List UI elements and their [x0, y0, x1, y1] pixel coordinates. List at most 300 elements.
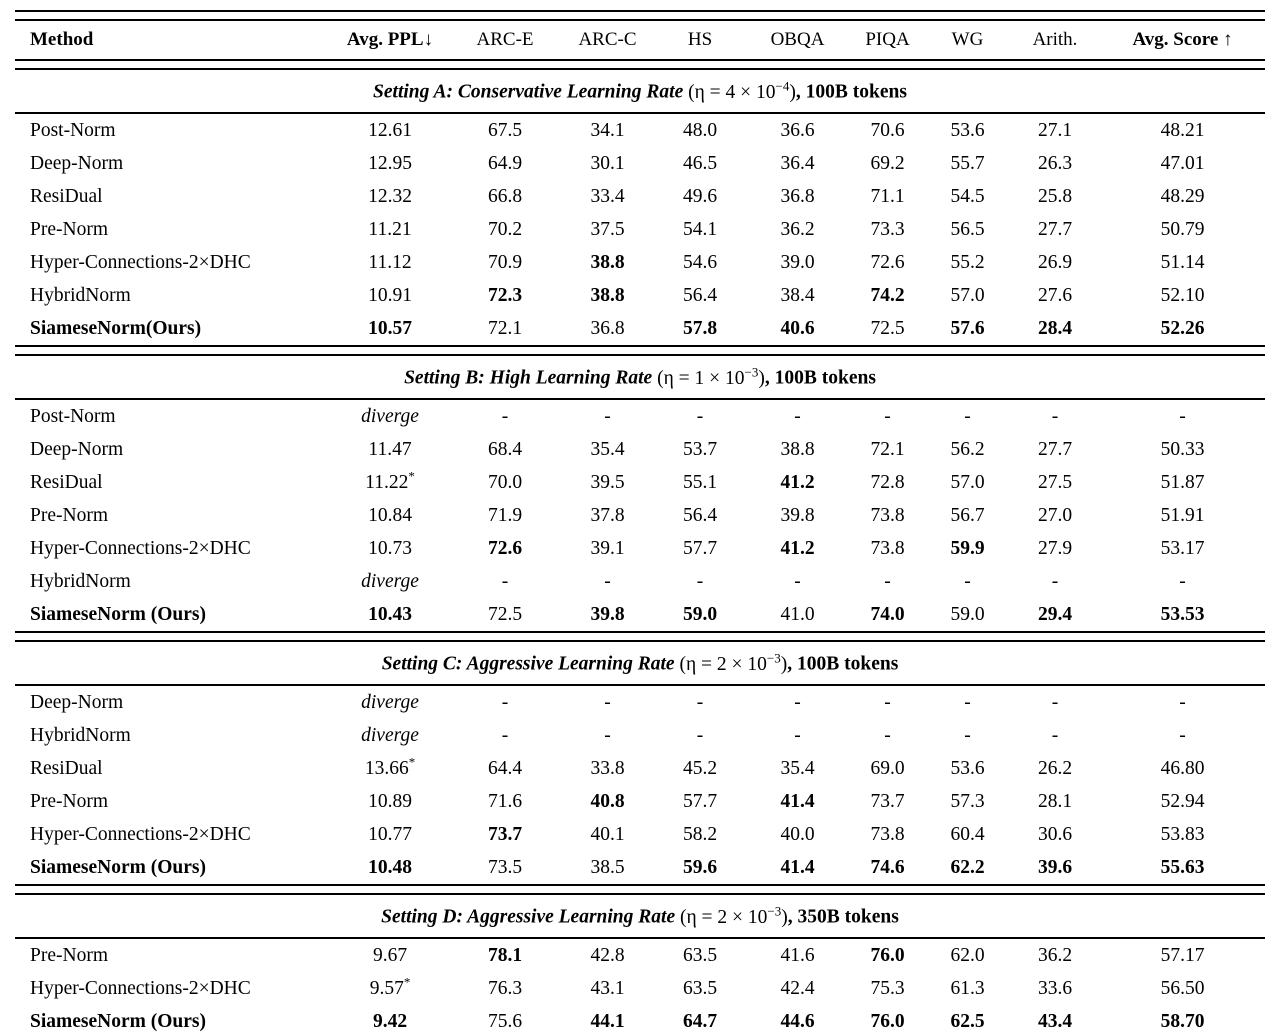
cell-value: 26.9: [1037, 251, 1073, 273]
cell-value: 70.6: [870, 119, 905, 141]
value-cell: [330, 147, 450, 180]
value-cell: [450, 565, 560, 598]
cell-value: 44.1: [590, 1010, 625, 1032]
value-cell: [925, 114, 1010, 147]
section-title-math: $(\eta = 4 \times 10^{-4})$: [688, 78, 796, 103]
cell-value: 73.8: [870, 504, 905, 526]
cell-value: 73.7: [870, 790, 905, 812]
cell-value: 36.2: [780, 218, 815, 240]
value-cell: [1010, 180, 1100, 213]
cell-value: -: [1051, 570, 1059, 592]
value-cell: [1010, 785, 1100, 818]
cell-value: 40.8: [590, 790, 625, 812]
value-cell: [850, 565, 925, 598]
cell-value: ResiDual: [30, 185, 103, 207]
cell-value: 41.2: [780, 471, 815, 493]
cell-value: HybridNorm: [30, 284, 131, 306]
cell-value: -: [794, 570, 801, 592]
asterisk-marker: *: [408, 754, 416, 769]
value-cell: [1100, 147, 1265, 180]
cell-value: 72.5: [487, 603, 523, 625]
cell-value: 40.6: [780, 317, 815, 339]
value-cell: [1010, 972, 1100, 1005]
cell-value: 33.8: [590, 757, 625, 779]
section-top-rule: [15, 631, 1265, 642]
cell-value: 10.48: [368, 856, 412, 878]
cell-value: 38.4: [780, 284, 815, 306]
cell-value: 27.9: [1037, 537, 1073, 559]
cell-value: 74.0: [870, 603, 905, 625]
value-cell: [1010, 1005, 1100, 1033]
section-top-rule: [15, 884, 1265, 895]
value-cell: [560, 466, 655, 499]
section-top-rule: [15, 345, 1265, 356]
value-cell: [850, 246, 925, 279]
cell-value: -: [501, 691, 509, 713]
column-header: ARC-C: [578, 29, 637, 50]
value-cell: [330, 851, 450, 884]
value-cell: [655, 565, 745, 598]
cell-value: 37.8: [590, 504, 625, 526]
method-cell: [15, 213, 330, 246]
method-cell: [15, 147, 330, 180]
cell-value: 56.4: [682, 284, 718, 306]
value-cell: [450, 785, 560, 818]
cell-value: 13.66: [364, 757, 409, 779]
cell-value: -: [604, 570, 611, 592]
value-cell: [1100, 939, 1265, 972]
section-top-rule-cell: [15, 884, 1265, 895]
cell-value: 26.3: [1037, 152, 1073, 174]
column-header: OBQA: [770, 29, 825, 50]
cell-value: 55.2: [950, 251, 985, 273]
value-cell: [850, 312, 925, 345]
value-cell: [925, 312, 1010, 345]
cell-value: Deep-Norm: [30, 152, 124, 174]
cell-value: diverge: [361, 570, 419, 592]
cell-value: 57.17: [1160, 944, 1205, 966]
cell-value: 35.4: [780, 757, 815, 779]
cell-value: 36.8: [780, 185, 815, 207]
cell-value: 11.22: [365, 471, 409, 493]
value-cell: [850, 752, 925, 785]
section-title-tokens: , 350B tokens: [787, 906, 899, 928]
value-cell: [560, 565, 655, 598]
section-title-exponent: −3: [767, 903, 782, 919]
cell-value: 57.3: [950, 790, 985, 812]
cell-value: 58.2: [682, 823, 718, 845]
cell-value: 68.4: [487, 438, 523, 460]
value-cell: [450, 466, 560, 499]
value-cell: [560, 532, 655, 565]
value-cell: [850, 114, 925, 147]
value-cell: [745, 719, 850, 752]
section-title-exponent: −4: [775, 78, 790, 94]
value-cell: [1100, 719, 1265, 752]
value-cell: [745, 598, 850, 631]
cell-value: 51.87: [1160, 471, 1205, 493]
cell-value: 12.95: [368, 152, 412, 174]
value-cell: [560, 719, 655, 752]
section-title-exponent: −3: [744, 364, 759, 380]
cell-value: 43.1: [590, 977, 625, 999]
cell-value: 57.7: [682, 790, 718, 812]
value-cell: [330, 785, 450, 818]
method-cell: [15, 499, 330, 532]
value-cell: [925, 818, 1010, 851]
value-cell: [655, 466, 745, 499]
value-cell: [745, 565, 850, 598]
section-band: [15, 895, 1265, 937]
value-cell: [850, 719, 925, 752]
value-cell: [1010, 719, 1100, 752]
value-cell: [1100, 312, 1265, 345]
value-cell: [655, 499, 745, 532]
cell-value: 10.77: [368, 823, 412, 845]
cell-value: -: [1051, 724, 1059, 746]
value-cell: [745, 818, 850, 851]
value-cell: [745, 939, 850, 972]
value-cell: [1010, 466, 1100, 499]
cell-value: 52.94: [1160, 790, 1205, 812]
cell-value: HybridNorm: [30, 724, 131, 746]
table-row: [15, 972, 1265, 1005]
cell-value: 30.1: [590, 152, 625, 174]
cell-value: 72.6: [487, 537, 523, 559]
column-header: Avg. Score ↑: [1132, 29, 1233, 50]
value-cell: [1100, 565, 1265, 598]
value-cell: [745, 400, 850, 433]
cell-value: 53.6: [950, 119, 985, 141]
value-cell: [1010, 686, 1100, 719]
section-top-rule: [15, 59, 1265, 70]
value-cell: [560, 972, 655, 1005]
cell-value: 33.4: [590, 185, 625, 207]
value-cell: [450, 279, 560, 312]
cell-value: 53.53: [1160, 603, 1205, 625]
cell-value: 63.5: [682, 944, 718, 966]
value-cell: [1100, 598, 1265, 631]
cell-value: 39.1: [590, 537, 625, 559]
value-cell: [450, 851, 560, 884]
value-cell: [925, 565, 1010, 598]
cell-value: -: [964, 405, 971, 427]
cell-value: Pre-Norm: [30, 218, 108, 240]
cell-value: 27.1: [1037, 119, 1073, 141]
method-cell: [15, 972, 330, 1005]
section-title-text: Setting D: Aggressive Learning Rate: [381, 906, 676, 928]
value-cell: [850, 818, 925, 851]
value-cell: [925, 279, 1010, 312]
value-cell: [330, 565, 450, 598]
cell-value: 73.3: [870, 218, 905, 240]
value-cell: [1010, 246, 1100, 279]
cell-value: 38.5: [590, 856, 625, 878]
cell-value: 41.4: [780, 790, 815, 812]
cell-value: 73.8: [870, 537, 905, 559]
cell-value: 40.1: [590, 823, 625, 845]
value-cell: [925, 972, 1010, 1005]
section-top-rule-cell: [15, 59, 1265, 70]
table-body: [15, 10, 1265, 1033]
value-cell: [1010, 851, 1100, 884]
cell-value: 34.1: [590, 119, 625, 141]
value-cell: [560, 246, 655, 279]
value-cell: [450, 939, 560, 972]
cell-value: Hyper-Connections-2×DHC: [30, 251, 251, 273]
method-cell: [15, 279, 330, 312]
value-cell: [850, 213, 925, 246]
cell-value: -: [604, 691, 611, 713]
cell-value: 27.7: [1037, 218, 1073, 240]
value-cell: [450, 400, 560, 433]
cell-value: 47.01: [1160, 152, 1205, 174]
value-cell: [1100, 785, 1265, 818]
value-cell: [1100, 433, 1265, 466]
cell-value: -: [1179, 691, 1186, 713]
value-cell: [745, 499, 850, 532]
value-cell: [1100, 180, 1265, 213]
cell-value: 12.61: [368, 119, 412, 141]
cell-value: 66.8: [487, 185, 523, 207]
value-cell: [1010, 532, 1100, 565]
cell-value: 54.5: [950, 185, 985, 207]
cell-value: 44.6: [780, 1010, 815, 1032]
cell-value: 39.6: [1037, 856, 1073, 878]
cell-value: Post-Norm: [30, 405, 116, 427]
cell-value: Hyper-Connections-2×DHC: [30, 977, 251, 999]
section-title-text: Setting A: Conservative Learning Rate: [373, 81, 684, 103]
cell-value: 41.6: [780, 944, 815, 966]
cell-value: 36.4: [780, 152, 815, 174]
column-header: HS: [687, 29, 713, 50]
cell-value: 72.8: [870, 471, 905, 493]
method-cell: [15, 532, 330, 565]
value-cell: [655, 752, 745, 785]
cell-value: 10.84: [368, 504, 412, 526]
value-cell: [450, 818, 560, 851]
table-row: [15, 466, 1265, 499]
cell-value: -: [501, 724, 509, 746]
value-cell: [655, 246, 745, 279]
cell-value: 64.7: [682, 1010, 718, 1032]
cell-value: 61.3: [950, 977, 985, 999]
value-cell: [1100, 752, 1265, 785]
value-cell: [655, 719, 745, 752]
cell-value: 39.0: [780, 251, 815, 273]
cell-value: 56.5: [950, 218, 985, 240]
cell-value: diverge: [361, 724, 419, 746]
value-cell: [330, 532, 450, 565]
cell-value: 36.8: [590, 317, 625, 339]
cell-value: 71.9: [487, 504, 523, 526]
table-row: [15, 400, 1265, 433]
value-cell: [745, 114, 850, 147]
value-cell: [850, 433, 925, 466]
cell-value: 26.2: [1037, 757, 1073, 779]
cell-value: 58.70: [1160, 1010, 1205, 1032]
value-cell: [925, 719, 1010, 752]
value-cell: [560, 433, 655, 466]
cell-value: 36.6: [780, 119, 815, 141]
cell-value: 74.6: [870, 856, 905, 878]
value-cell: [745, 279, 850, 312]
value-cell: [330, 400, 450, 433]
cell-value: 59.0: [950, 603, 985, 625]
cell-value: 45.2: [682, 757, 718, 779]
cell-value: 28.4: [1037, 317, 1073, 339]
method-cell: [15, 818, 330, 851]
section-band: [15, 642, 1265, 684]
value-cell: [925, 400, 1010, 433]
cell-value: 54.1: [682, 218, 718, 240]
value-cell: [330, 719, 450, 752]
value-cell: [450, 598, 560, 631]
value-cell: [450, 752, 560, 785]
value-cell: [560, 851, 655, 884]
cell-value: 52.10: [1160, 284, 1205, 306]
value-cell: [560, 147, 655, 180]
value-cell: [1100, 279, 1265, 312]
value-cell: [925, 686, 1010, 719]
cell-value: -: [696, 405, 704, 427]
cell-value: -: [884, 724, 891, 746]
cell-value: 30.6: [1037, 823, 1073, 845]
value-cell: [1010, 147, 1100, 180]
value-cell: [1010, 433, 1100, 466]
table-row: [15, 532, 1265, 565]
cell-value: 37.5: [590, 218, 625, 240]
value-cell: [850, 939, 925, 972]
cell-value: 9.57: [369, 977, 404, 999]
cell-value: -: [884, 691, 891, 713]
section-title: [15, 356, 1265, 398]
value-cell: [655, 400, 745, 433]
value-cell: [1010, 565, 1100, 598]
value-cell: [925, 433, 1010, 466]
value-cell: [745, 180, 850, 213]
value-cell: [560, 686, 655, 719]
cell-value: 25.8: [1037, 185, 1073, 207]
value-cell: [1010, 939, 1100, 972]
value-cell: [925, 1005, 1010, 1033]
value-cell: [330, 433, 450, 466]
value-cell: [560, 180, 655, 213]
cell-value: 38.8: [590, 251, 625, 273]
cell-value: 53.83: [1160, 823, 1205, 845]
cell-value: 72.3: [487, 284, 523, 306]
cell-value: 27.0: [1037, 504, 1073, 526]
value-cell: [560, 598, 655, 631]
value-cell: [330, 114, 450, 147]
cell-value: -: [1051, 691, 1059, 713]
section-band: [15, 70, 1265, 112]
cell-value: -: [696, 724, 704, 746]
column-header: ARC-E: [476, 29, 534, 50]
cell-value: -: [964, 691, 971, 713]
value-cell: [1100, 114, 1265, 147]
cell-value: 41.2: [780, 537, 815, 559]
method-cell: [15, 785, 330, 818]
cell-value: 63.5: [682, 977, 718, 999]
value-cell: [850, 972, 925, 1005]
value-cell: [850, 686, 925, 719]
section-title: [15, 895, 1265, 937]
method-cell: [15, 433, 330, 466]
value-cell: [745, 1005, 850, 1033]
table-row: [15, 851, 1265, 884]
method-cell: [15, 565, 330, 598]
method-cell: [15, 466, 330, 499]
value-cell: [745, 752, 850, 785]
value-cell: [925, 246, 1010, 279]
value-cell: [745, 972, 850, 1005]
cell-value: SiameseNorm (Ours): [30, 603, 207, 625]
value-cell: [850, 851, 925, 884]
cell-value: -: [1179, 405, 1186, 427]
value-cell: [1100, 686, 1265, 719]
cell-value: Deep-Norm: [30, 438, 124, 460]
value-cell: [450, 180, 560, 213]
table-row: [15, 114, 1265, 147]
cell-value: Hyper-Connections-2×DHC: [30, 537, 251, 559]
method-cell: [15, 851, 330, 884]
section-top-rule-line: [15, 59, 1265, 70]
method-cell: [15, 719, 330, 752]
cell-value: 78.1: [487, 944, 523, 966]
cell-value: 74.2: [870, 284, 905, 306]
value-cell: [655, 851, 745, 884]
value-cell: [1010, 400, 1100, 433]
cell-value: 42.4: [780, 977, 815, 999]
cell-value: 75.3: [870, 977, 905, 999]
cell-value: 50.79: [1160, 218, 1205, 240]
value-cell: [450, 686, 560, 719]
value-cell: [330, 312, 450, 345]
value-cell: [655, 785, 745, 818]
value-cell: [330, 818, 450, 851]
table-row: [15, 279, 1265, 312]
value-cell: [655, 213, 745, 246]
value-cell: [850, 598, 925, 631]
value-cell: [925, 532, 1010, 565]
table-row: [15, 147, 1265, 180]
cell-value: HybridNorm: [30, 570, 131, 592]
value-cell: [745, 312, 850, 345]
cell-value: 71.6: [487, 790, 523, 812]
cell-value: 43.4: [1037, 1010, 1073, 1032]
cell-value: -: [1051, 405, 1059, 427]
value-cell: [925, 499, 1010, 532]
value-cell: [560, 499, 655, 532]
cell-value: 57.6: [950, 317, 985, 339]
cell-value: 56.4: [682, 504, 718, 526]
cell-value: -: [501, 405, 509, 427]
cell-value: -: [604, 724, 611, 746]
cell-value: 39.8: [780, 504, 815, 526]
value-cell: [1010, 752, 1100, 785]
value-cell: [450, 532, 560, 565]
cell-value: 60.4: [950, 823, 985, 845]
cell-value: -: [794, 724, 801, 746]
cell-value: -: [604, 405, 611, 427]
value-cell: [655, 147, 745, 180]
section-title-tokens: , 100B tokens: [764, 367, 876, 389]
cell-value: -: [794, 691, 801, 713]
cell-value: 57.8: [682, 317, 718, 339]
value-cell: [655, 598, 745, 631]
value-cell: [560, 818, 655, 851]
